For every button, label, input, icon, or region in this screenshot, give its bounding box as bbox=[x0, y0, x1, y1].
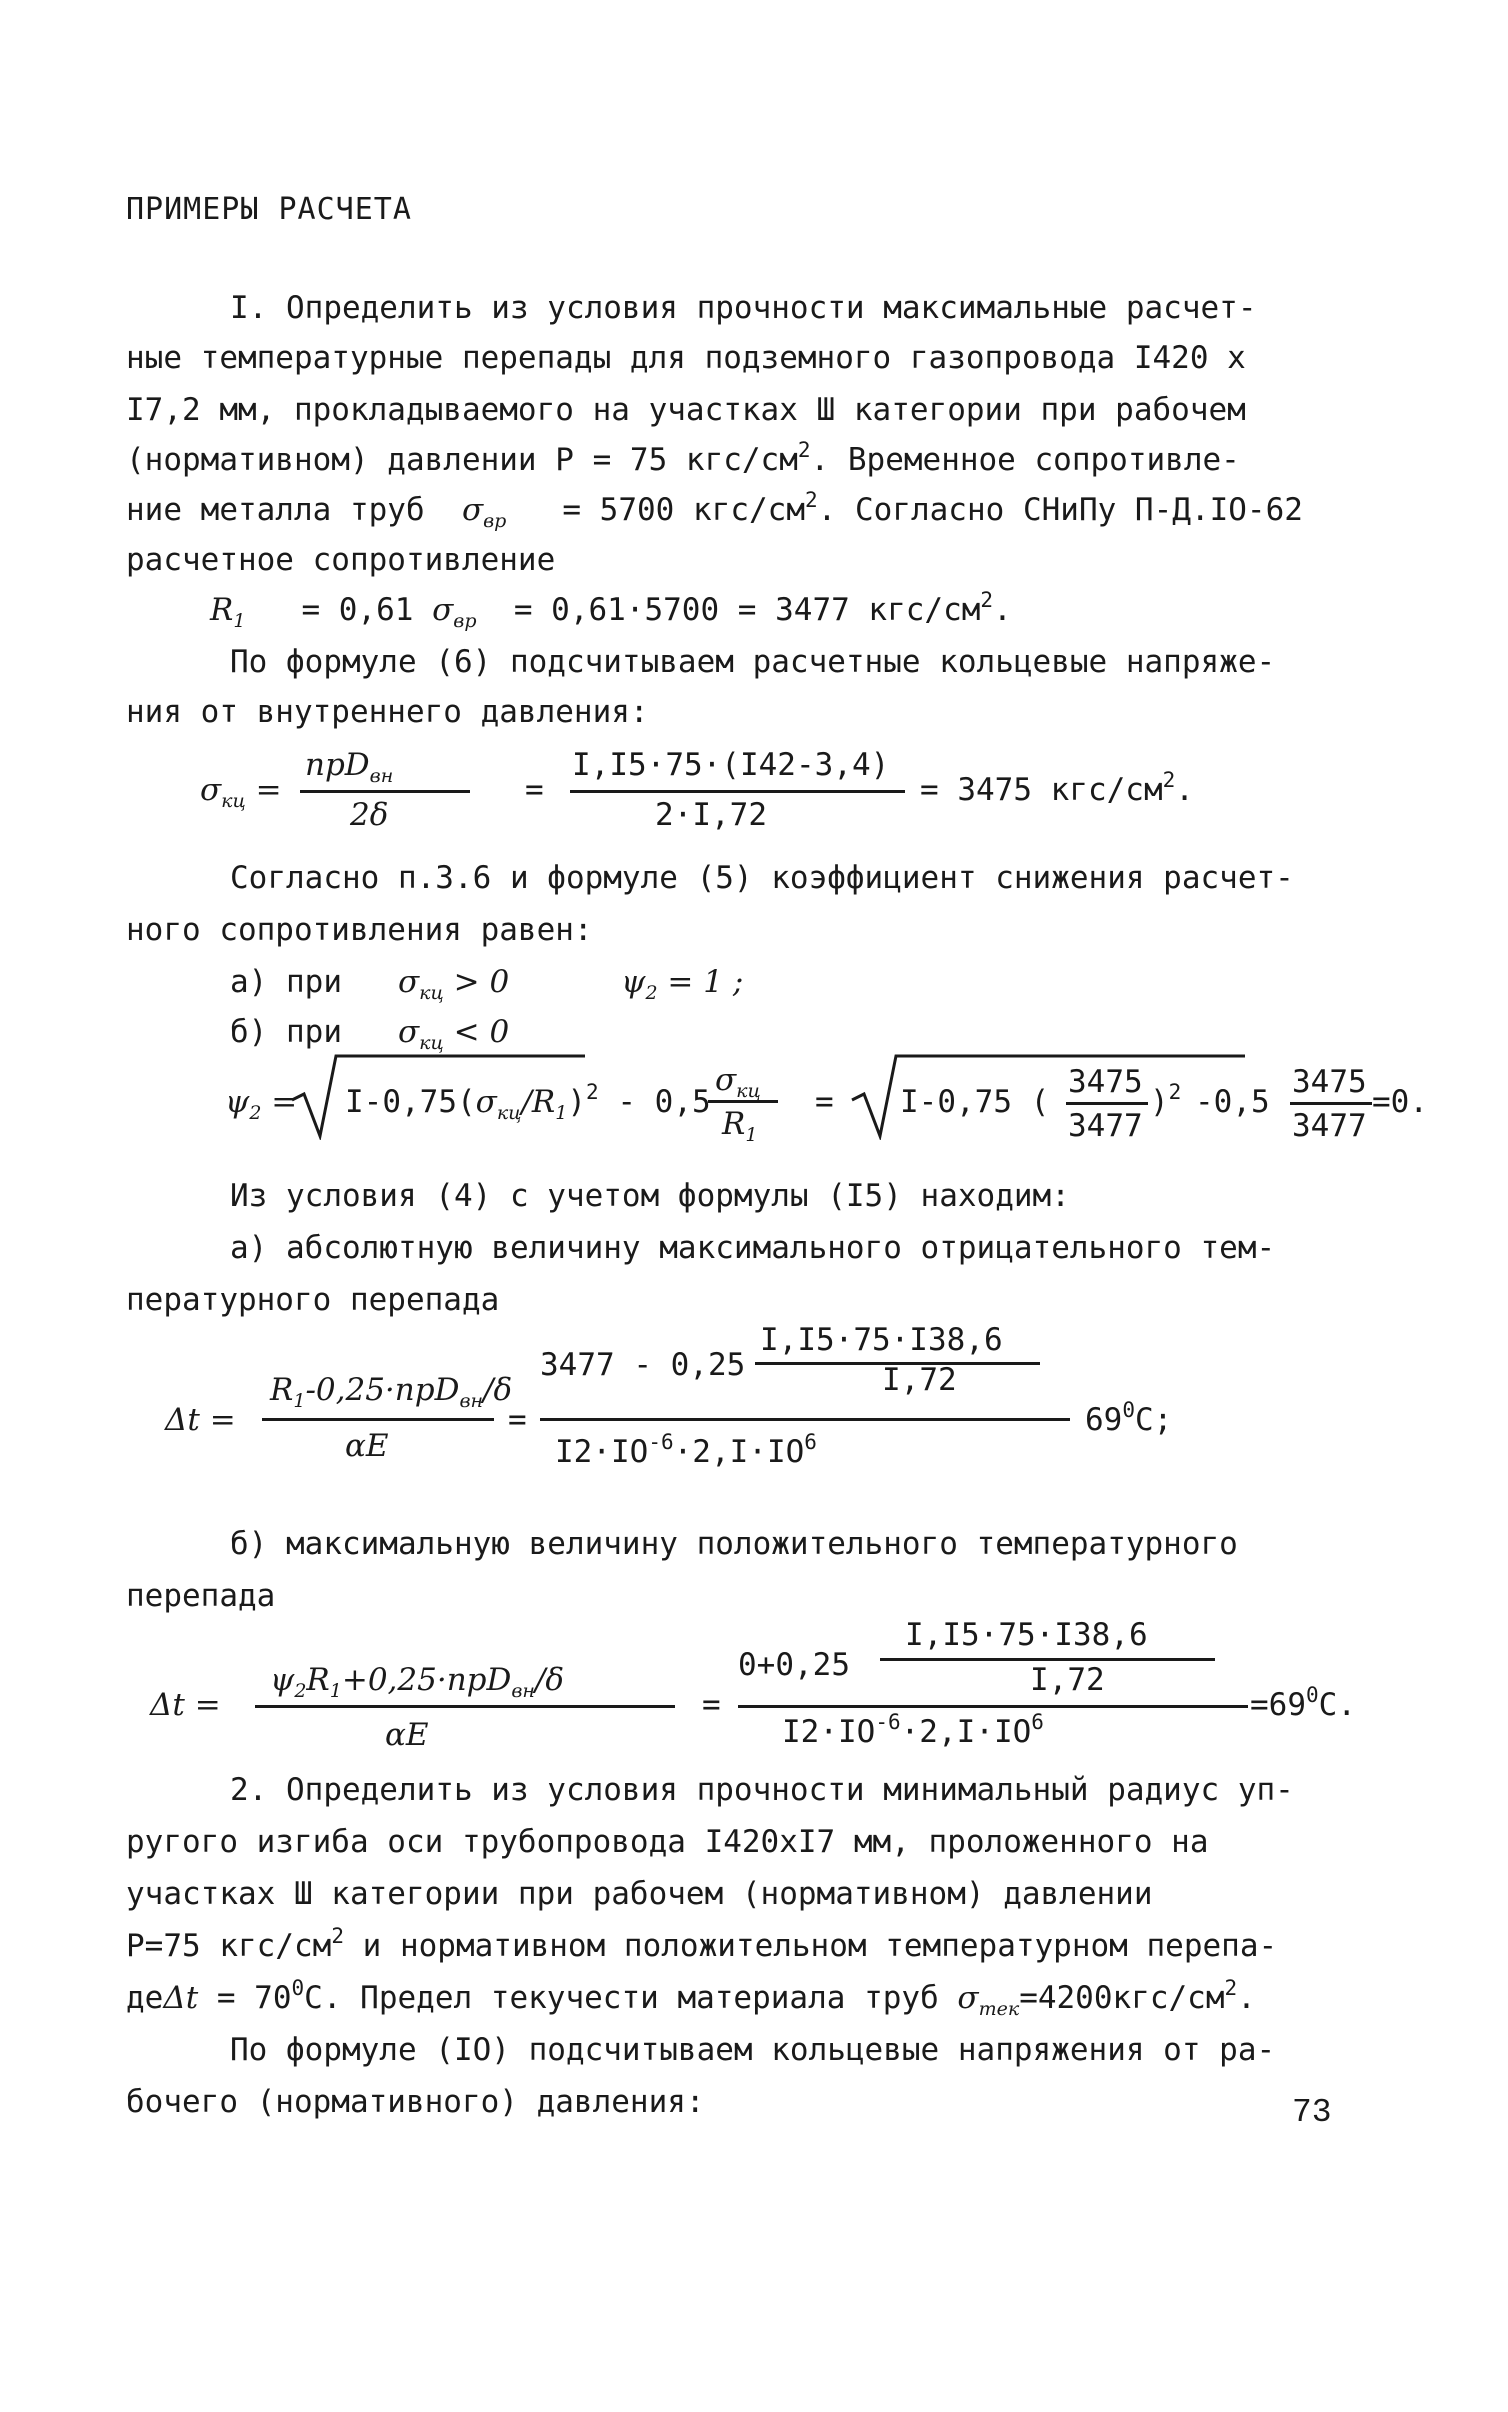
psi-ratio-num: 3475 bbox=[1068, 1064, 1143, 1100]
design-resistance-formula: $R_1$ = 0,61 $\sigma_{вр} = 0,61\cdot 5700 = 3477$ кгс/$см^2$. bbox=[210, 587, 1012, 633]
ex1-line-1: I. Определить из условия прочности максимальные расчет- bbox=[230, 290, 1257, 326]
sigma-kc-symbolic-num: nрD$_{вн}$ bbox=[305, 747, 394, 788]
delta-t-pos-inner-num: I,I5·75·I38,6 bbox=[905, 1617, 1148, 1653]
equals-sign: = bbox=[525, 772, 544, 808]
ex1-para-5-line-1: б) максимальную величину положительного температурного bbox=[230, 1526, 1238, 1562]
ex2-line-4: Р=75 кгс/$см^2$ и нормативном положительном температурном перепа- bbox=[126, 1923, 1278, 1964]
ex1-line-3: I7,2 мм, прокладываемого на участках Ш категории при рабочем bbox=[126, 392, 1246, 428]
equals-sign: = bbox=[815, 1084, 834, 1120]
ex2-line-3: участках Ш категории при рабочем (нормативном) давлении bbox=[126, 1876, 1153, 1912]
page-number: 73 bbox=[1292, 2094, 1332, 2131]
ex2-line-1: 2. Определить из условия прочности минимальный радиус уп- bbox=[230, 1772, 1294, 1808]
fraction-bar bbox=[738, 1705, 1248, 1708]
psi-ratio2-num: 3475 bbox=[1292, 1064, 1367, 1100]
delta-t-pos-den: $I2\cdot IO^{-6}\cdot 2,I\cdot IO^6$ bbox=[782, 1709, 1044, 1750]
fraction-bar bbox=[262, 1418, 494, 1421]
psi-num-expr: I-0,75 ( bbox=[900, 1084, 1050, 1120]
psi-ratio2-den: 3477 bbox=[1292, 1108, 1367, 1144]
psi-inner: $I-0,75(\sigma_{кц}/R_1)^2 - 0,5$ bbox=[345, 1079, 711, 1125]
ex1-para-2-line-2: ния от внутреннего давления: bbox=[126, 694, 649, 730]
ex1-line-2: ные температурные перепады для подземного газопровода I420 х bbox=[126, 340, 1246, 376]
fraction-bar bbox=[1066, 1102, 1148, 1105]
psi-frac-num: $\sigma_{кц}$ bbox=[715, 1062, 761, 1103]
delta-t-neg-den: $I2\cdot IO^{-6}\cdot 2,I\cdot IO^6$ bbox=[555, 1429, 817, 1470]
delta-t-neg-lhs: Δt = bbox=[165, 1402, 236, 1438]
fraction-bar bbox=[570, 790, 905, 793]
ex1-para-4-line-3: пературного перепада bbox=[126, 1282, 500, 1318]
delta-t-neg-result: $69^0С$; bbox=[1085, 1397, 1173, 1438]
equals-sign: = bbox=[508, 1402, 527, 1438]
section-heading: ПРИМЕРЫ РАСЧЕТА bbox=[126, 192, 412, 227]
delta-t-pos-inner-den: I,72 bbox=[1030, 1662, 1105, 1698]
delta-t-pos-top: 0+0,25 bbox=[738, 1647, 850, 1683]
equals-sign: = bbox=[702, 1687, 721, 1723]
ex1-para-3-line-1: Согласно п.3.6 и формуле (5) коэффициент снижения расчет- bbox=[230, 860, 1294, 896]
ex1-para-4-line-1: Из условия (4) с учетом формулы (I5) находим: bbox=[230, 1178, 1070, 1214]
delta-t-neg-sym-den: αE bbox=[345, 1428, 389, 1464]
case-b: б) при $\sigma_{кц} < 0$ bbox=[230, 1014, 510, 1055]
sigma-kc-symbolic-den: 2δ bbox=[350, 797, 389, 833]
psi-result: =0. bbox=[1372, 1084, 1428, 1120]
psi-ratio-den: 3477 bbox=[1068, 1108, 1143, 1144]
fraction-bar bbox=[1290, 1102, 1372, 1105]
psi-minus: -0,5 bbox=[1195, 1084, 1270, 1120]
ex1-line-5: ние металла труб $\sigma_{вр}$ = 5700 кгс/$см^2$. Согласно СНиПу П-Д.IO-62 bbox=[126, 487, 1303, 533]
ex1-para-3-line-2: ного сопротивления равен: bbox=[126, 912, 593, 948]
fraction-bar bbox=[255, 1705, 675, 1708]
ex1-para-2-line-1: По формуле (6) подсчитываем расчетные кольцевые напряже- bbox=[230, 644, 1276, 680]
psi-lhs: $\psi_2$ = bbox=[225, 1084, 298, 1125]
delta-t-neg-top: 3477 - 0,25 bbox=[540, 1347, 746, 1383]
ex2-line-7: бочего (нормативного) давления: bbox=[126, 2084, 705, 2120]
fraction-bar bbox=[540, 1418, 1070, 1421]
sigma-kc-lhs: $\sigma_{кц}$ = bbox=[200, 772, 282, 813]
fraction-bar bbox=[708, 1100, 778, 1103]
ex2-line-5: $де\Delta t = 70^0С$. Предел текучести материала труб $\sigma_{тек}=4200кгс/см^2$. bbox=[126, 1975, 1256, 2021]
psi-frac-den: $R_1$ bbox=[722, 1106, 758, 1147]
delta-t-neg-sym-num: $R_1-0,25\cdot nрD_{вн}/\delta$ bbox=[270, 1372, 513, 1413]
delta-t-pos-lhs: Δt = bbox=[150, 1687, 221, 1723]
sigma-kc-den: 2·I,72 bbox=[655, 797, 767, 833]
delta-t-pos-result: $=69^0С$. bbox=[1250, 1682, 1356, 1723]
delta-t-pos-sym-den: αE bbox=[385, 1717, 429, 1753]
delta-t-neg-inner-den: I,72 bbox=[882, 1362, 957, 1398]
ex2-line-2: ругого изгиба оси трубопровода I420хI7 мм, проложенного на bbox=[126, 1824, 1209, 1860]
sigma-kc-result: = 3475 кгс/$см^2$. bbox=[920, 767, 1194, 808]
ex2-line-6: По формуле (IO) подсчитываем кольцевые напряжения от ра- bbox=[230, 2032, 1276, 2068]
ex1-line-6: расчетное сопротивление bbox=[126, 542, 556, 578]
psi-close: )$^2$ bbox=[1150, 1079, 1182, 1120]
case-a: а) при $\sigma_{кц} > 0$ $\psi_2 = 1$ ; bbox=[230, 964, 744, 1005]
delta-t-neg-inner-num: I,I5·75·I38,6 bbox=[760, 1322, 1003, 1358]
sigma-kc-num: I,I5·75·(I42-3,4) bbox=[572, 747, 890, 783]
ex1-para-4-line-2: а) абсолютную величину максимального отрицательного тем- bbox=[230, 1230, 1276, 1266]
delta-t-pos-sym-num: $\psi_2R_1+0,25\cdot nрD_{вн}/\delta$ bbox=[270, 1662, 565, 1703]
fraction-bar bbox=[300, 790, 470, 793]
ex1-line-4: (нормативном) давлении Р = 75 кгс/$см^2$. Временное сопротивле- bbox=[126, 437, 1240, 478]
ex1-para-5-line-2: перепада bbox=[126, 1578, 276, 1614]
